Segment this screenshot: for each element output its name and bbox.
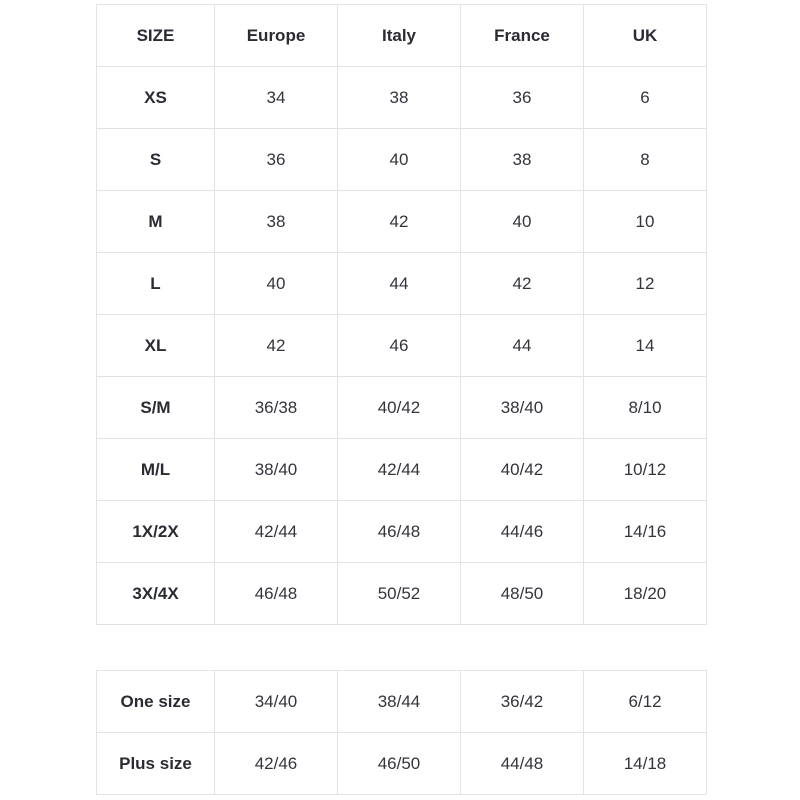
- table-row: [97, 439, 707, 501]
- row-label: L: [97, 253, 215, 315]
- cell-uk: 12: [584, 253, 707, 315]
- size-conversion-table-container: [96, 4, 707, 625]
- table-row: [97, 67, 707, 129]
- cell-europe: 36: [215, 129, 338, 191]
- column-header-france: France: [461, 5, 584, 67]
- table-row: [97, 563, 707, 625]
- cell-europe: 46/48: [215, 563, 338, 625]
- row-label: 3X/4X: [97, 563, 215, 625]
- cell-uk: 10: [584, 191, 707, 253]
- cell-uk: 14/18: [584, 733, 707, 795]
- cell-italy: 46/50: [338, 733, 461, 795]
- table-row: [97, 191, 707, 253]
- row-label: 1X/2X: [97, 501, 215, 563]
- cell-italy: 50/52: [338, 563, 461, 625]
- table-row: [97, 501, 707, 563]
- header-row: [97, 5, 707, 67]
- cell-france: 40: [461, 191, 584, 253]
- table-body: [97, 671, 707, 795]
- cell-uk: 8/10: [584, 377, 707, 439]
- cell-europe: 36/38: [215, 377, 338, 439]
- cell-italy: 46: [338, 315, 461, 377]
- one-size-table: [96, 670, 707, 795]
- table-row: [97, 315, 707, 377]
- cell-italy: 38: [338, 67, 461, 129]
- cell-france: 42: [461, 253, 584, 315]
- table-row: [97, 253, 707, 315]
- one-size-table-container: [96, 670, 707, 795]
- table-row: [97, 733, 707, 795]
- column-header-europe: Europe: [215, 5, 338, 67]
- row-label: M/L: [97, 439, 215, 501]
- cell-europe: 42/46: [215, 733, 338, 795]
- cell-france: 44: [461, 315, 584, 377]
- table-row: [97, 129, 707, 191]
- cell-uk: 14/16: [584, 501, 707, 563]
- cell-uk: 18/20: [584, 563, 707, 625]
- cell-italy: 40/42: [338, 377, 461, 439]
- column-header-size: SIZE: [97, 5, 215, 67]
- column-header-uk: UK: [584, 5, 707, 67]
- cell-europe: 42: [215, 315, 338, 377]
- cell-uk: 8: [584, 129, 707, 191]
- cell-france: 36: [461, 67, 584, 129]
- cell-italy: 44: [338, 253, 461, 315]
- cell-italy: 38/44: [338, 671, 461, 733]
- cell-europe: 34: [215, 67, 338, 129]
- cell-uk: 10/12: [584, 439, 707, 501]
- row-label: S: [97, 129, 215, 191]
- cell-france: 48/50: [461, 563, 584, 625]
- cell-italy: 42/44: [338, 439, 461, 501]
- cell-france: 44/46: [461, 501, 584, 563]
- cell-europe: 34/40: [215, 671, 338, 733]
- row-label: Plus size: [97, 733, 215, 795]
- cell-uk: 14: [584, 315, 707, 377]
- cell-italy: 46/48: [338, 501, 461, 563]
- column-header-italy: Italy: [338, 5, 461, 67]
- cell-france: 36/42: [461, 671, 584, 733]
- cell-france: 38/40: [461, 377, 584, 439]
- cell-uk: 6/12: [584, 671, 707, 733]
- row-label: S/M: [97, 377, 215, 439]
- size-conversion-table: [96, 4, 707, 625]
- row-label: One size: [97, 671, 215, 733]
- cell-italy: 40: [338, 129, 461, 191]
- table-row: [97, 671, 707, 733]
- table-row: [97, 377, 707, 439]
- cell-italy: 42: [338, 191, 461, 253]
- cell-uk: 6: [584, 67, 707, 129]
- cell-europe: 38: [215, 191, 338, 253]
- cell-europe: 40: [215, 253, 338, 315]
- cell-france: 40/42: [461, 439, 584, 501]
- cell-france: 38: [461, 129, 584, 191]
- cell-europe: 38/40: [215, 439, 338, 501]
- table-body: [97, 67, 707, 625]
- row-label: XL: [97, 315, 215, 377]
- row-label: M: [97, 191, 215, 253]
- cell-france: 44/48: [461, 733, 584, 795]
- cell-europe: 42/44: [215, 501, 338, 563]
- table-header: [97, 5, 707, 67]
- row-label: XS: [97, 67, 215, 129]
